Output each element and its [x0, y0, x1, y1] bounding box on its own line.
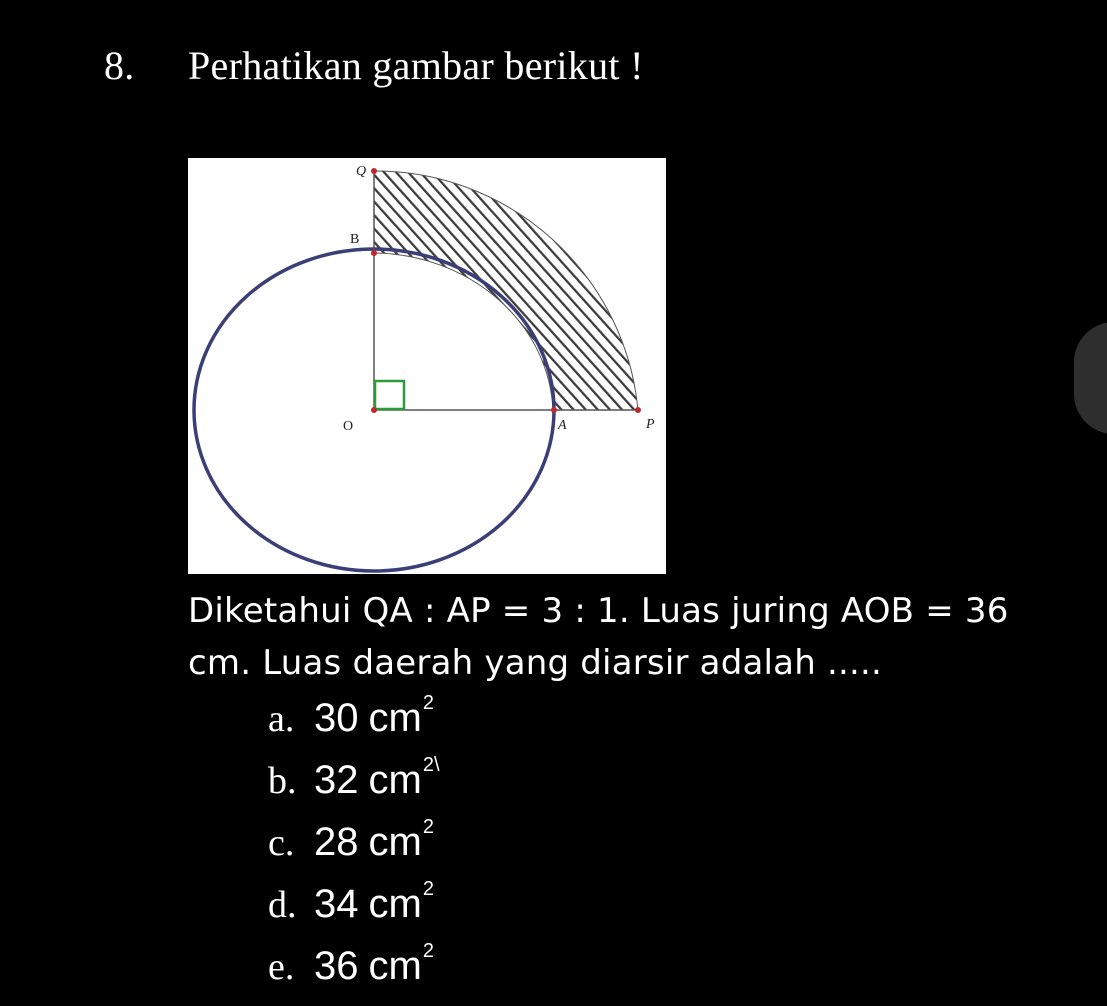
- point-q: [371, 168, 377, 174]
- option-superscript: 2: [422, 692, 434, 714]
- option-superscript: 2: [422, 878, 434, 900]
- option-value: 36: [314, 944, 359, 988]
- label-b: B: [350, 232, 360, 247]
- question-body: [188, 585, 1088, 689]
- label-a: A: [558, 418, 567, 433]
- option-superscript: 2: [422, 816, 434, 838]
- option-unit: cm: [368, 758, 422, 802]
- shaded-region: [374, 171, 638, 410]
- option-e[interactable]: [268, 940, 440, 1006]
- answer-options: [268, 692, 440, 1006]
- point-p: [635, 407, 641, 413]
- option-value: 34: [314, 882, 359, 926]
- option-value: 30: [314, 696, 359, 740]
- option-a[interactable]: [268, 692, 440, 758]
- option-letter: b.: [268, 760, 297, 802]
- option-b[interactable]: [268, 754, 440, 820]
- option-unit: cm: [368, 696, 422, 740]
- point-o: [371, 407, 377, 413]
- option-d[interactable]: [268, 878, 440, 944]
- question-heading: [104, 42, 644, 89]
- option-unit: cm: [368, 944, 422, 988]
- question-number: 8.: [104, 43, 135, 88]
- geometry-diagram: [188, 158, 666, 574]
- label-p: P: [646, 417, 655, 432]
- option-value: 32: [314, 758, 359, 802]
- point-b: [371, 250, 377, 256]
- option-letter: a.: [268, 698, 295, 740]
- side-edge-handle[interactable]: [1074, 322, 1107, 434]
- option-letter: e.: [268, 946, 295, 988]
- right-angle-marker: [375, 381, 404, 409]
- option-c[interactable]: [268, 816, 440, 882]
- option-superscript: 2\: [422, 754, 440, 776]
- option-value: 28: [314, 820, 359, 864]
- label-o: O: [343, 419, 354, 434]
- option-letter: c.: [268, 822, 295, 864]
- option-unit: cm: [368, 820, 422, 864]
- option-letter: d.: [268, 884, 297, 926]
- option-unit: cm: [368, 882, 422, 926]
- question-line-1: Diketahui QA : AP = 3 : 1. Luas juring AOB = 36: [188, 591, 1009, 631]
- geometry-figure: [188, 158, 666, 574]
- label-q: Q: [356, 164, 367, 179]
- point-a: [551, 407, 557, 413]
- question-title: Perhatikan gambar berikut !: [188, 43, 644, 88]
- option-superscript: 2: [422, 940, 434, 962]
- question-line-2: cm. Luas daerah yang diarsir adalah .....: [188, 643, 882, 683]
